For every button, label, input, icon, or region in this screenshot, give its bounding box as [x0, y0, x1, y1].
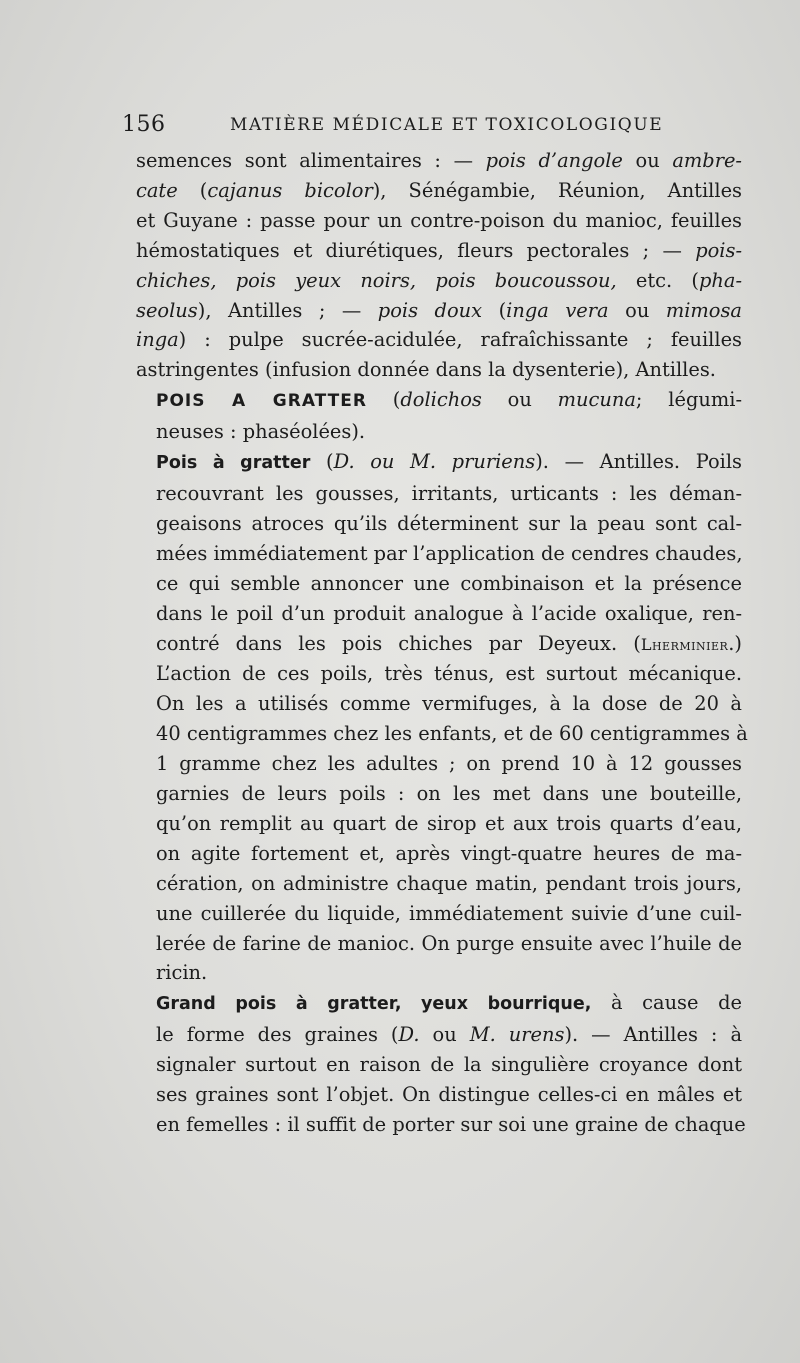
text-line: inga) : pulpe sucrée-acidulée, rafraîchissante ; feuilles — [136, 328, 742, 352]
page-number: 156 — [122, 112, 166, 137]
entry-heading: POIS A GRATTER — [156, 391, 367, 412]
text-line: neuses : phaséolées). — [156, 420, 366, 444]
text-line: L’action de ces poils, très ténus, est surtout mécanique. — [156, 662, 742, 686]
page-header — [122, 112, 742, 144]
text-line: 1 gramme chez les adultes ; on prend 10 à 12 gousses — [156, 752, 742, 776]
text-line: cération, on administre chaque matin, pendant trois jours, — [156, 871, 742, 895]
text-line: chiches, pois yeux noirs, pois boucoussou, etc. (pha- — [136, 268, 743, 292]
paragraph-pois-a-gratter-genre — [136, 385, 742, 447]
text-line: 40 centigrammes chez les enfants, et de 60 centigrammes à — [156, 722, 748, 746]
text-line: recouvrant les gousses, irritants, urticants : les déman- — [156, 481, 742, 505]
page-body — [136, 146, 748, 1140]
text-line: Grand pois à gratter, yeux bourrique, à cause de — [156, 991, 742, 1015]
text-line: dans le poil d’un produit analogue à l’acide oxalique, ren- — [156, 601, 742, 625]
text-line: en femelles : il suffit de porter sur soi une graine de chaque — [156, 1113, 746, 1136]
text-line: seolus), Antilles ; — pois doux (inga vera ou mimosa — [136, 298, 742, 322]
text-line: geaisons atroces qu’ils déterminent sur la peau sont cal- — [156, 511, 742, 535]
text-line: ricin. — [156, 961, 208, 985]
text-line: ses graines sont l’objet. On distingue celles-ci en mâles et — [156, 1083, 742, 1107]
text-line: contré dans les pois chiches par Deyeux. (Lherminier.) — [156, 631, 742, 655]
text-line: le forme des graines (D. ou M. urens). — Antilles : à — [156, 1023, 743, 1047]
text-line: garnies de leurs poils : on les met dans une bouteille, — [156, 782, 742, 806]
author-name: Lherminier — [640, 634, 729, 654]
running-title: MATIÈRE MÉDICALE ET TOXICOLOGIQUE — [230, 115, 664, 135]
text-line: signaler surtout en raison de la singulière croyance dont — [156, 1053, 742, 1077]
text-line: Pois à gratter (D. ou M. pruriens). — Antilles. Poils — [156, 450, 742, 474]
entry-heading: Pois à gratter — [156, 453, 311, 474]
paragraph-grand-pois-a-gratter — [136, 988, 746, 1140]
text-line: lerée de farine de manioc. On purge ensuite avec l’huile de — [156, 931, 742, 955]
text-line: cate (cajanus bicolor), Sénégambie, Réunion, Antilles — [136, 178, 743, 202]
paragraph-pois-a-gratter — [136, 447, 748, 988]
text-line: astringentes (infusion donnée dans la dysenterie), Antilles. — [136, 358, 716, 382]
text-line: mées immédiatement par l’application de cendres chaudes, — [156, 541, 743, 565]
text-line: semences sont alimentaires : — pois d’angole ou ambre- — [136, 149, 742, 172]
text-line: hémostatiques et diurétiques, fleurs pectorales ; — pois- — [136, 238, 742, 262]
text-line: On les a utilisés comme vermifuges, à la dose de 20 à — [156, 692, 742, 716]
text-line: qu’on remplit au quart de sirop et aux trois quarts d’eau, — [156, 811, 742, 835]
entry-heading: Grand pois à gratter, yeux bourrique, — [156, 994, 592, 1015]
text-line: POIS A GRATTER (dolichos ou mucuna; légumi- — [156, 388, 742, 412]
text-line: et Guyane : passe pour un contre-poison du manioc, feuilles — [136, 208, 742, 232]
paragraph-continuation — [136, 146, 742, 385]
text-line: ce qui semble annoncer une combinaison et la présence — [156, 571, 742, 595]
text-line: une cuillerée du liquide, immédiatement suivie d’une cuil- — [156, 901, 742, 925]
text-line: on agite fortement et, après vingt-quatre heures de ma- — [156, 841, 742, 865]
